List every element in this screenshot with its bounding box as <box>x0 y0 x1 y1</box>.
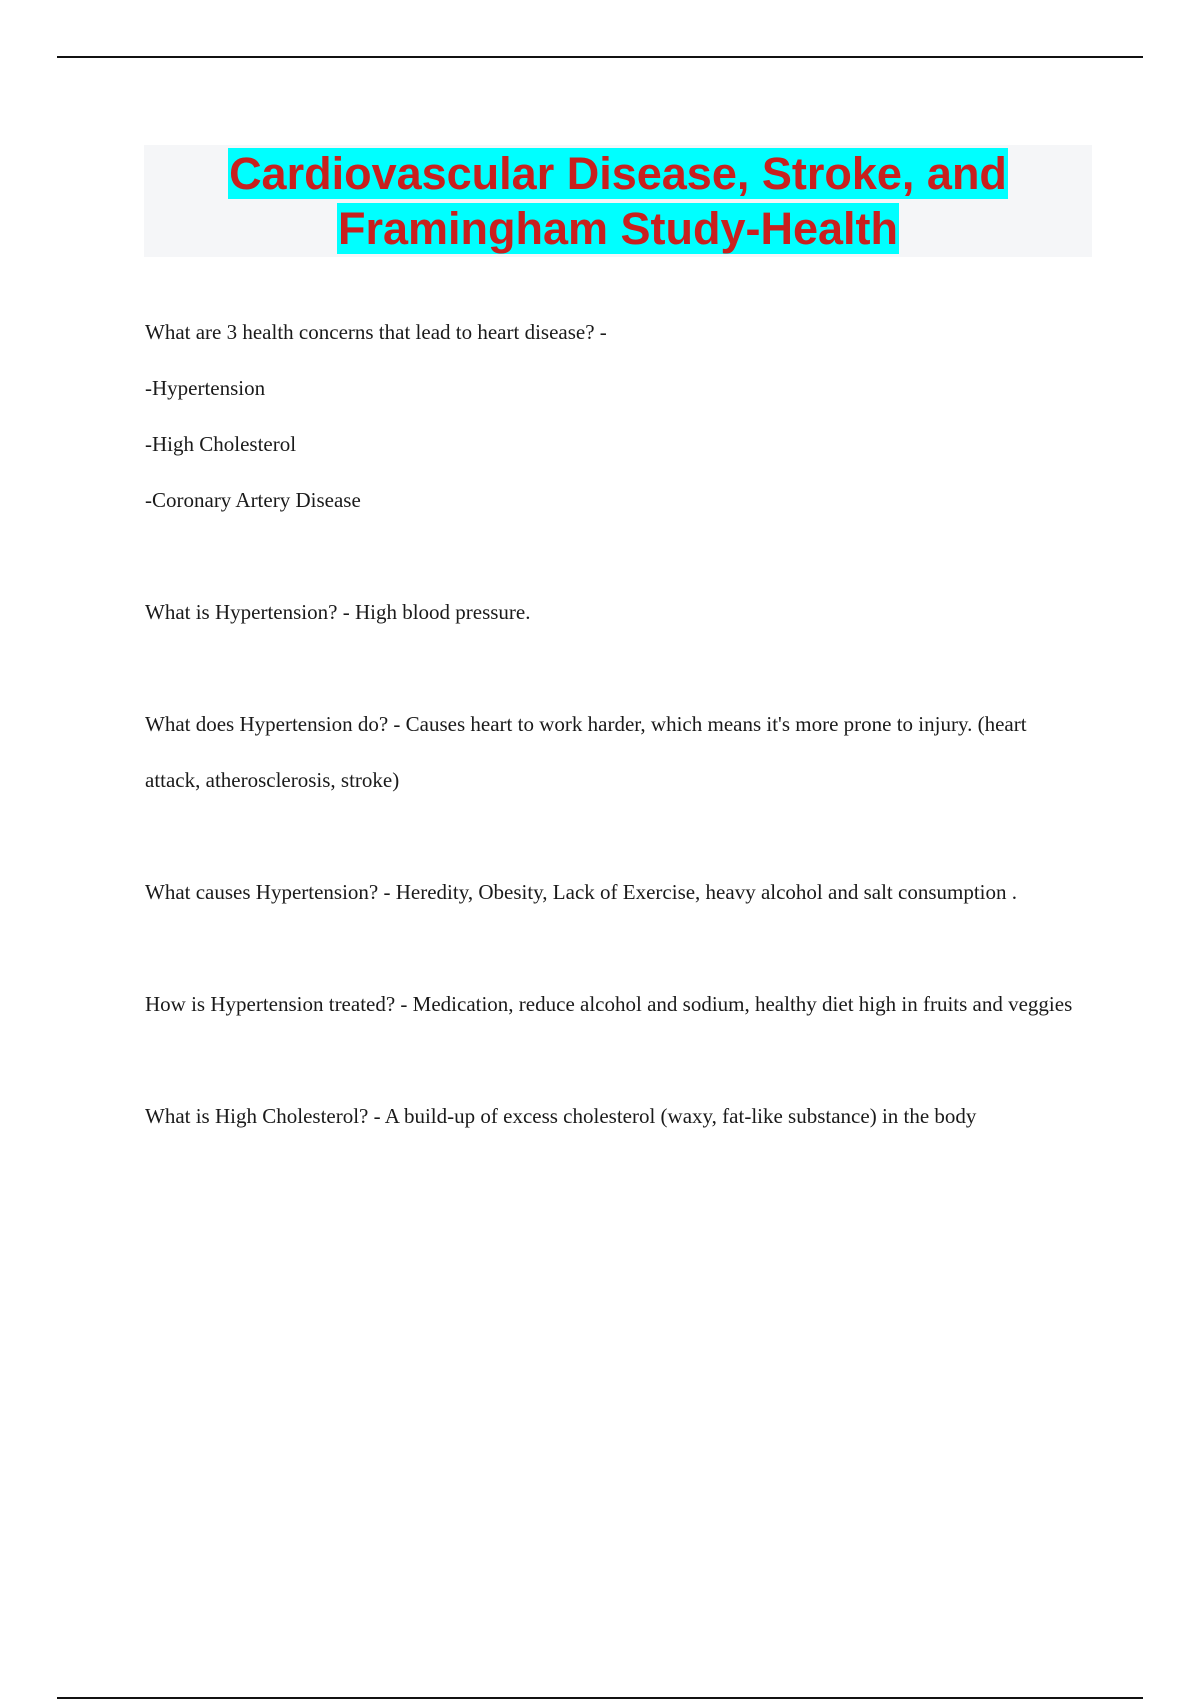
list-item-hypertension: -Hypertension <box>145 376 266 400</box>
list-item-coronary-artery-disease: -Coronary Artery Disease <box>145 488 361 512</box>
qa-what-is-high-cholesterol: What is High Cholesterol? - A build-up of excess cholesterol (waxy, fat-like substance) in the body <box>145 1104 977 1128</box>
qa-what-causes-hypertension: What causes Hypertension? - Heredity, Obesity, Lack of Exercise, heavy alcohol and salt consumption . <box>145 880 1017 904</box>
title-line-2: Framingham Study-Health <box>337 203 899 254</box>
qa-what-is-hypertension: What is Hypertension? - High blood pressure. <box>145 600 531 624</box>
qa-how-is-hypertension-treated: How is Hypertension treated? - Medication, reduce alcohol and sodium, healthy diet high in fruits and veggies <box>145 992 1073 1016</box>
title-banner <box>144 145 1092 257</box>
list-item-high-cholesterol: -High Cholesterol <box>145 432 297 456</box>
question-health-concerns: What are 3 health concerns that lead to heart disease? - <box>145 320 607 344</box>
qa-what-does-hypertension-do: What does Hypertension do? - Causes heart to work harder, which means it's more prone to injury. (heart attack, atherosclerosis, stroke) <box>145 712 1027 792</box>
title-line-1: Cardiovascular Disease, Stroke, and <box>229 148 1007 199</box>
page-title <box>144 145 1092 256</box>
document-body <box>145 304 1075 1144</box>
footer-rule <box>57 1697 1143 1699</box>
header-rule <box>57 56 1143 58</box>
